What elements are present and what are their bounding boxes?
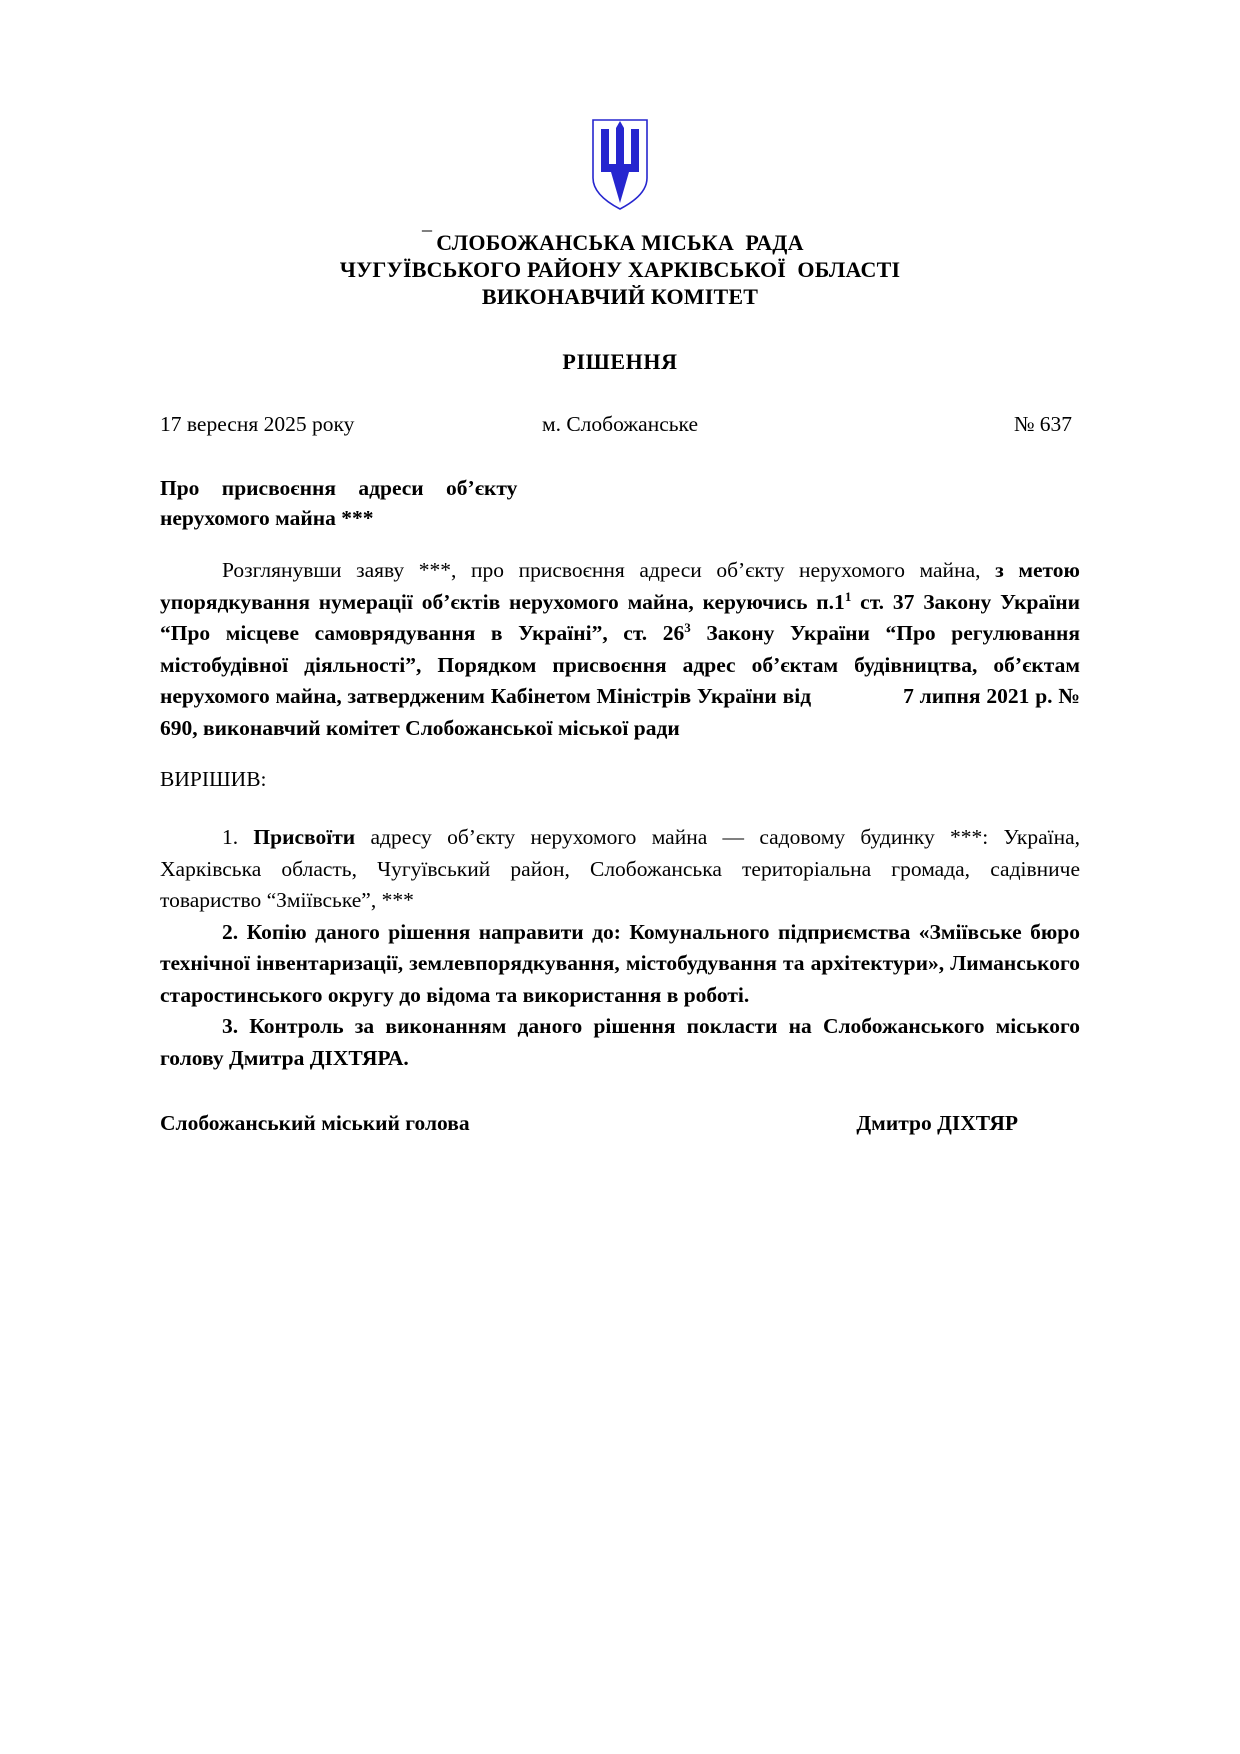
preamble-bold-text <box>160 558 1080 740</box>
council-name: СЛОБОЖАНСЬКА МІСЬКА РАДА <box>436 230 804 255</box>
decision-number: № 637 <box>1013 412 1072 436</box>
preamble-regular-text: Розглянувши заяву ***, про присвоєння адреси об’єкту нерухомого майна, <box>222 558 996 582</box>
document-type-title: РІШЕННЯ <box>562 349 678 374</box>
resolution-item-1 <box>160 822 1080 917</box>
item-text: адресу об’єкту нерухомого майна — садовому будинку ***: Україна, Харківська область, Чугуївський район, Слобожанська територіальна громада, садівниче товариство “Зміївське”, *** <box>160 825 1081 912</box>
national-emblem <box>160 118 1080 217</box>
superscript-1: 1 <box>844 588 852 604</box>
signatory-name: Дмитро ДІХТЯР <box>856 1111 1018 1135</box>
resolved-label: ВИРІШИВ: <box>160 767 267 791</box>
preamble-segment: Закону України “Про регулювання містобудівної діяльності”, Порядком присвоєння адрес об’єктам будівництва, об’єктам нерухомого майна, затвердженим Кабінетом Міністрів України від <box>160 621 1080 708</box>
item-text: 2. Копію даного рішення направити до: Комунального підприємства «Зміївське бюро технічної інвентаризації, землевпорядкування, містобудування та архітектури», Лиманського старостинського округу до відома та використання в роботі. <box>160 919 1080 1007</box>
subject-line-1: Про присвоєння адреси об’єкту <box>160 476 518 500</box>
preamble-paragraph <box>160 555 1080 744</box>
letterhead <box>160 212 1080 310</box>
signature-title: Слобожанський міський голова <box>160 1111 470 1135</box>
subject-block <box>160 473 720 533</box>
district-name: ЧУГУЇВСЬКОГО РАЙОНУ ХАРКІВСЬКОЇ ОБЛАСТІ <box>339 257 901 282</box>
resolution-items <box>160 822 1080 1074</box>
preamble-segment: з метою упорядкування нумерації об’єктів нерухомого майна, керуючись п.1 <box>160 558 1080 614</box>
subject-line-2: нерухомого майна *** <box>160 506 374 530</box>
decision-place: м. Слобожанське <box>541 412 699 436</box>
preamble-segment: ст. 37 Закону України “Про місцеве самоврядування в Україні”, ст. 26 <box>160 589 1080 645</box>
decision-date: 17 вересня 2025 року <box>160 412 355 436</box>
header-underscore-mark: _ <box>422 212 432 234</box>
item-keyword: Присвоїти <box>253 825 356 849</box>
trident-emblem-icon <box>590 118 650 212</box>
committee-name: ВИКОНАВЧИЙ КОМІТЕТ <box>481 284 759 309</box>
item-number: 1. <box>222 825 254 849</box>
superscript-3: 3 <box>684 619 691 635</box>
resolution-item-2 <box>160 917 1080 1012</box>
item-text: 3. Контроль за виконанням даного рішення покласти на Слобожанського міського голову Дмитра ДІХТЯРА. <box>160 1014 1080 1070</box>
dateline-row <box>160 411 1080 437</box>
document-content <box>0 118 1240 1136</box>
resolution-item-3 <box>160 1011 1080 1074</box>
preamble-segment: 7 липня 2021 р. № 690, виконавчий комітет Слобожанської міської ради <box>160 684 1080 740</box>
signature-row <box>160 1110 1080 1136</box>
